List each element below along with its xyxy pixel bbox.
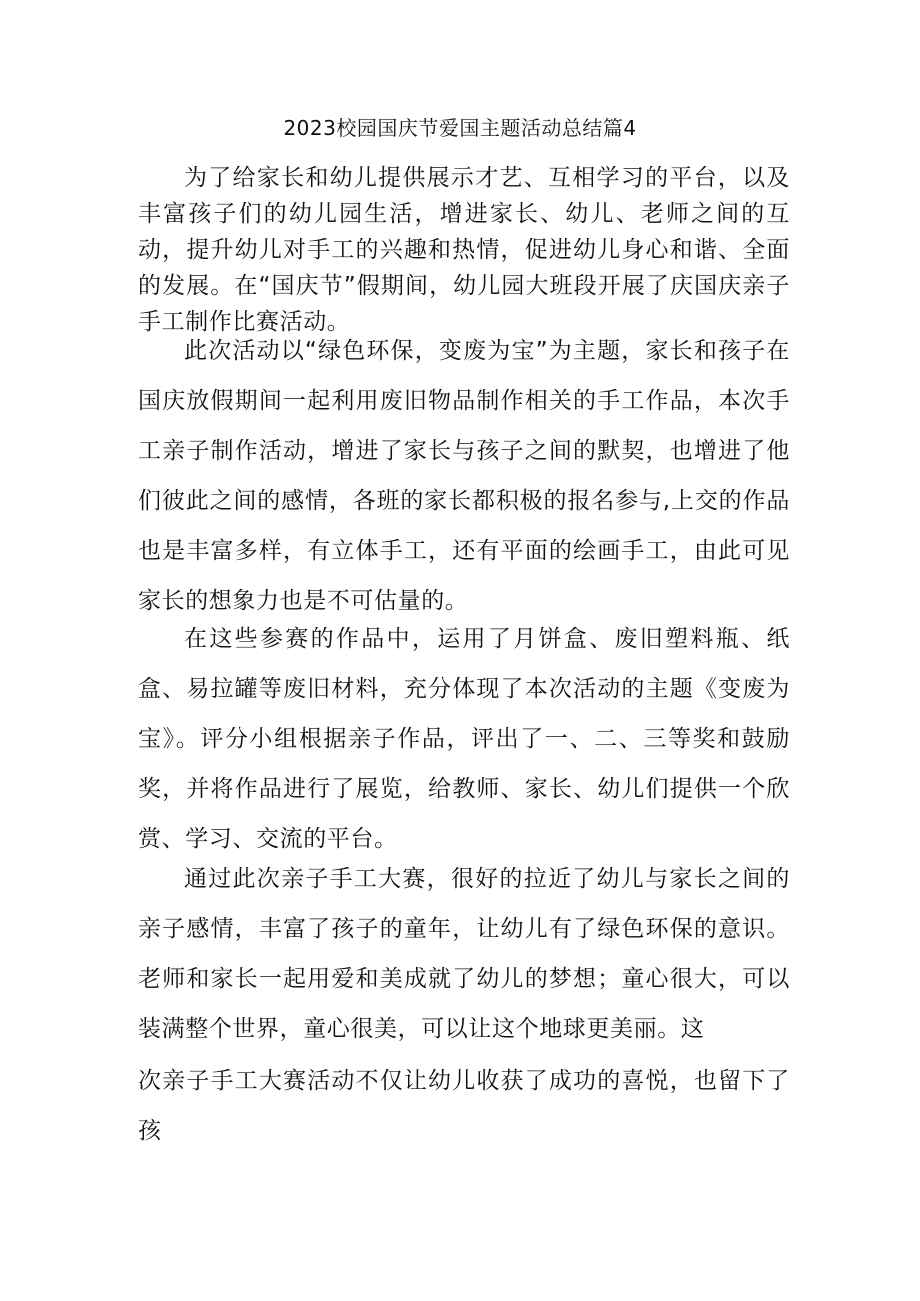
document-title: 2023校园国庆节爱国主题活动总结篇4 bbox=[283, 116, 637, 140]
paragraph-entries: 在这些参赛的作品中，运用了月饼盒、废旧塑料瓶、纸盒、易拉罐等废旧材料，充分体现了本次活动的主题《变废为宝》。评分小组根据亲子作品，评出了一、二、三等奖和鼓励奖，并将作品进行了展览，给教师、家长、幼儿们提供一个欣赏、学习、交流的平台。 bbox=[138, 626, 790, 852]
paragraph-continuation: 次亲子手工大赛活动不仅让幼儿收获了成功的喜悦，也留下了孩 bbox=[138, 1068, 790, 1144]
paragraph-outcome: 通过此次亲子手工大赛，很好的拉近了幼儿与家长之间的亲子感情，丰富了孩子的童年，让幼儿有了绿色环保的意识。老师和家长一起用爱和美成就了幼儿的梦想；童心很大，可以装满整个世界，童心很美，可以让这个地球更美丽。这 bbox=[138, 866, 790, 1042]
paragraph-intro: 为了给家长和幼儿提供展示才艺、互相学习的平台，以及丰富孩子们的幼儿园生活，增进家长、幼儿、老师之间的互动，提升幼儿对手工的兴趣和热情，促进幼儿身心和谐、全面的发展。在“国庆节”假期间，幼儿园大班段开展了庆国庆亲子手工制作比赛活动。 bbox=[138, 165, 790, 335]
paragraph-activity-theme: 此次活动以“绿色环保，变废为宝”为主题，家长和孩子在国庆放假期间一起利用废旧物品制作相关的手工作品，本次手工亲子制作活动，增进了家长与孩子之间的默契，也增进了他们彼此之间的感情，各班的家长都积极的报名参与,上交的作品也是丰富多样，有立体手工，还有平面的绘画手工，由此可见家长的想象力也是不可估量的。 bbox=[138, 338, 790, 614]
